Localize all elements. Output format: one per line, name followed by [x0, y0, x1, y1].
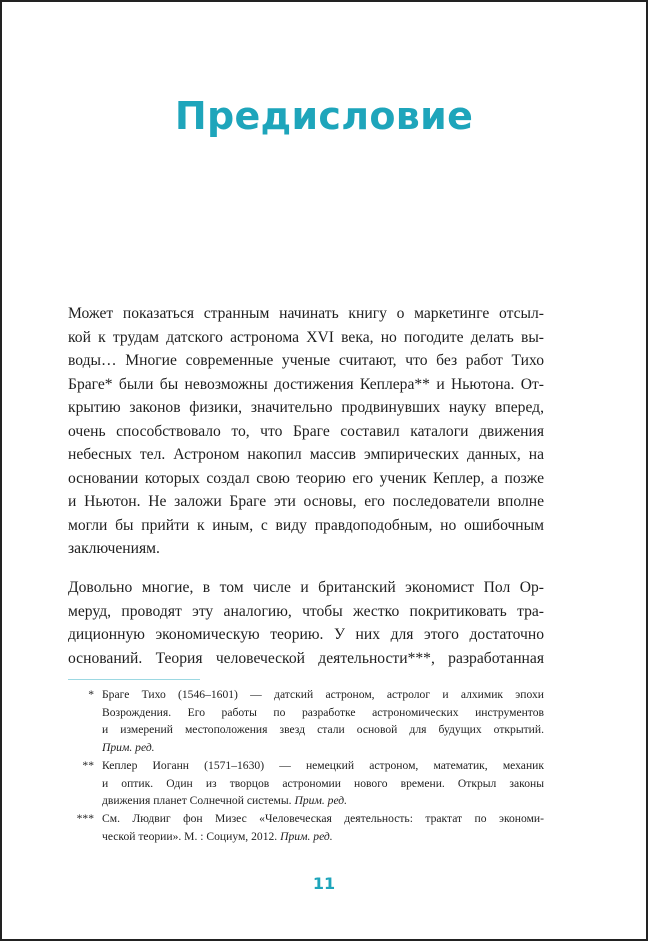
footnote-line: См. Людвиг фон Мизес «Человеческая деятельность: трактат по экономи- [102, 812, 544, 825]
footnote-marker: *** [76, 812, 94, 825]
paragraph-1 [68, 302, 544, 561]
text-line: диционную экономическую теорию. У них для этого достаточно [68, 626, 544, 643]
footnote-line: и оптик. Один из творцов астрономии нового времени. Открыл законы [102, 776, 544, 790]
text-line: Довольно многие, в том числе и британский экономист Пол Ор- [68, 579, 544, 596]
text-line: Браге* были бы невозможны достижения Кеплера** и Ньютона. От- [68, 375, 544, 393]
footnote-marker: ** [82, 759, 94, 772]
text-line: заключениям. [68, 540, 160, 557]
editor-note: Прим. ред. [102, 740, 155, 754]
footnote-line-with-note [102, 792, 544, 810]
text-line: очень способствовало то, что Браге составил каталоги движения [68, 422, 544, 440]
footnote-line: движения планет Солнечной системы. [102, 794, 292, 808]
text-line: основании которых создал свою теорию его ученик Кеплер, а позже [68, 469, 544, 487]
footnote-line-with-note [102, 828, 544, 846]
text-line: оснований. Теория человеческой деятельности***, разработанная [68, 649, 544, 667]
footnote-line: Возрождения. Его работы по разработке астрономических инструментов [102, 705, 544, 719]
text-line: воды… Многие современные ученые считают, что без работ Тихо [68, 352, 544, 369]
footnote-1 [68, 686, 544, 756]
text-line: крытию законов физики, значительно продвинувших науку вперед, [68, 399, 544, 416]
footnote-line: ческой теории». М. : Социум, 2012. [102, 829, 278, 843]
footnote-3 [68, 810, 544, 845]
text-line: кой к трудам датского астронома XVI века, но погодите делать вы- [68, 328, 544, 346]
editor-note: Прим. ред. [280, 829, 333, 843]
paragraph-2 [68, 576, 544, 670]
text-line: и Ньютон. Не заложи Браге эти основы, его последователи вполне [68, 493, 544, 510]
text-line: меруд, проводят эту аналогию, чтобы жестко покритиковать тра- [68, 602, 544, 620]
text-line: Может показаться странным начинать книгу о маркетинге отсыл- [68, 305, 544, 322]
footnote-line: Кеплер Иоганн (1571–1630) — немецкий астроном, математик, механик [102, 759, 544, 772]
footnote-line: и измерений местоположения звезд стали основой для будущих открытий. [102, 723, 544, 737]
footnote-line: Браге Тихо (1546–1601) — датский астроном, астролог и алхимик эпохи [102, 688, 544, 701]
footnote-2 [68, 757, 544, 810]
page-title: Предисловие [174, 94, 474, 138]
editor-note: Прим. ред. [294, 794, 348, 808]
text-line: могли бы прийти к иным, с виду правдоподобным, но ошибочным [68, 516, 544, 534]
text-line: небесных тел. Астроном накопил массив эмпирических данных, на [68, 446, 544, 463]
page-number: 11 [312, 874, 336, 893]
footnote-marker: * [88, 688, 94, 701]
footnote-divider [68, 679, 200, 680]
